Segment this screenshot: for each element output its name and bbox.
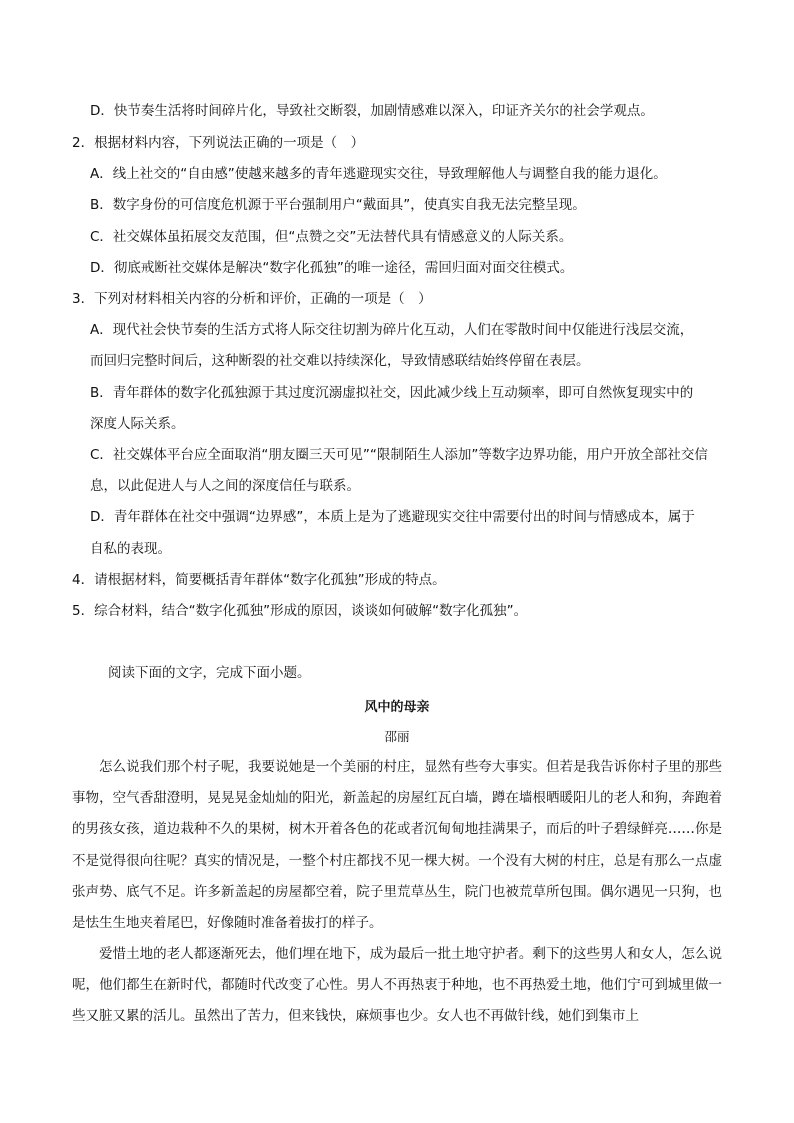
- question-2-option-c: C．社交媒体虽拓展交友范围，但“点赞之交”无法替代具有情感意义的人际关系。: [90, 229, 573, 245]
- question-3-option-a-line-1: A．现代社会快节奏的生活方式将人际交往切割为碎片化互动，人们在零散时间中仅能进行浅层交流，: [90, 322, 694, 338]
- question-2-option-a: A．线上社交的“自由感”使越来越多的青年逃避现实交往，导致理解他人与调整自我的能力退化。: [90, 166, 667, 182]
- question-3-option-d-line-2: 自私的表现。: [90, 541, 171, 557]
- question-2-option-d: D．彻底戒断社交媒体是解决“数字化孤独”的唯一途径，需回归面对面交往模式。: [90, 260, 574, 276]
- question-3-stem: 3．下列对材料相关内容的分析和评价，正确的一项是（ ）: [72, 291, 432, 307]
- question-5: 5．综合材料，结合“数字化孤独”形成的原因，谈谈如何破解“数字化孤独”。: [72, 603, 528, 619]
- question-3-option-b-line-2: 深度人际关系。: [90, 416, 185, 432]
- reading-instruction: 阅读下面的文字，完成下面小题。: [108, 665, 311, 681]
- question-1-option-d: D．快节奏生活将时间碎片化，导致社交断裂，加剧情感难以深入，印证齐关尔的社会学观点。: [90, 103, 654, 119]
- question-3-option-c-line-1: C．社交媒体平台应全面取消“朋友圈三天可见”“限制陌生人添加”等数字边界功能，用户开放全部社交信: [90, 447, 708, 463]
- question-3-option-c-line-2: 息，以此促进人与人之间的深度信任与联系。: [90, 478, 360, 494]
- story-paragraph-1: 怎么说我们那个村子呢，我要说她是一个美丽的村庄，显然有些夸大事实。但若是我告诉你村子里的那些事物，空气香甜澄明，晃晃晃金灿灿的阳光，新盖起的房屋红瓦白墙，蹲在墙根晒暖阳儿的老人和狗，奔跑着的男孩女孩，道边栽种不久的果树，树木开着各色的花或者沉甸甸地挂满果子，而后的叶子碧绿鲜亮……你是不是觉得很向往呢？真实的情况是，一整个村庄都找不见一棵大树。一个没有大树的村庄，总是有那么一点虚张声势、底气不足。许多新盖起的房屋都空着，院子里荒草丛生，院门也被荒草所包围。偶尔遇见一只狗，也是怯生生地夹着尾巴，好像随时准备着拔打的样子。: [72, 759, 722, 932]
- question-4: 4．请根据材料，简要概括青年群体“数字化孤独”形成的特点。: [72, 572, 446, 588]
- question-3-option-b-line-1: B．青年群体的数字化孤独源于其过度沉溺虚拟社交，因此减少线上互动频率，即可自然恢复现实中的: [90, 385, 694, 401]
- question-2-stem: 2．根据材料内容，下列说法正确的一项是（ ）: [72, 135, 365, 151]
- question-3-option-d-line-1: D．青年群体在社交中强调“边界感”，本质上是为了逃避现实交往中需要付出的时间与情感成本，属于: [90, 509, 695, 525]
- question-2-option-b: B．数字身份的可信度危机源于平台强制用户“戴面具”，使真实自我无法完整呈现。: [90, 197, 586, 213]
- story-paragraph-2: 爱惜土地的老人都逐渐死去，他们埋在地下，成为最后一批土地守护者。剩下的这些男人和女人，怎么说呢，他们都生在新时代，都随时代改变了心性。男人不再热衷于种地，也不再热爱土地，他们宁可到城里做一些又脏又累的活儿。虽然出了苦力，但来钱快，麻烦事也少。女人也不再做针线，她们到集市上: [72, 946, 722, 1025]
- question-3-option-a-line-2: 而回归完整时间后，这种断裂的社交难以持续深化，导致情感联结始终停留在表层。: [90, 353, 590, 369]
- story-title: 风中的母亲: [364, 700, 430, 715]
- story-author: 邵丽: [384, 729, 410, 744]
